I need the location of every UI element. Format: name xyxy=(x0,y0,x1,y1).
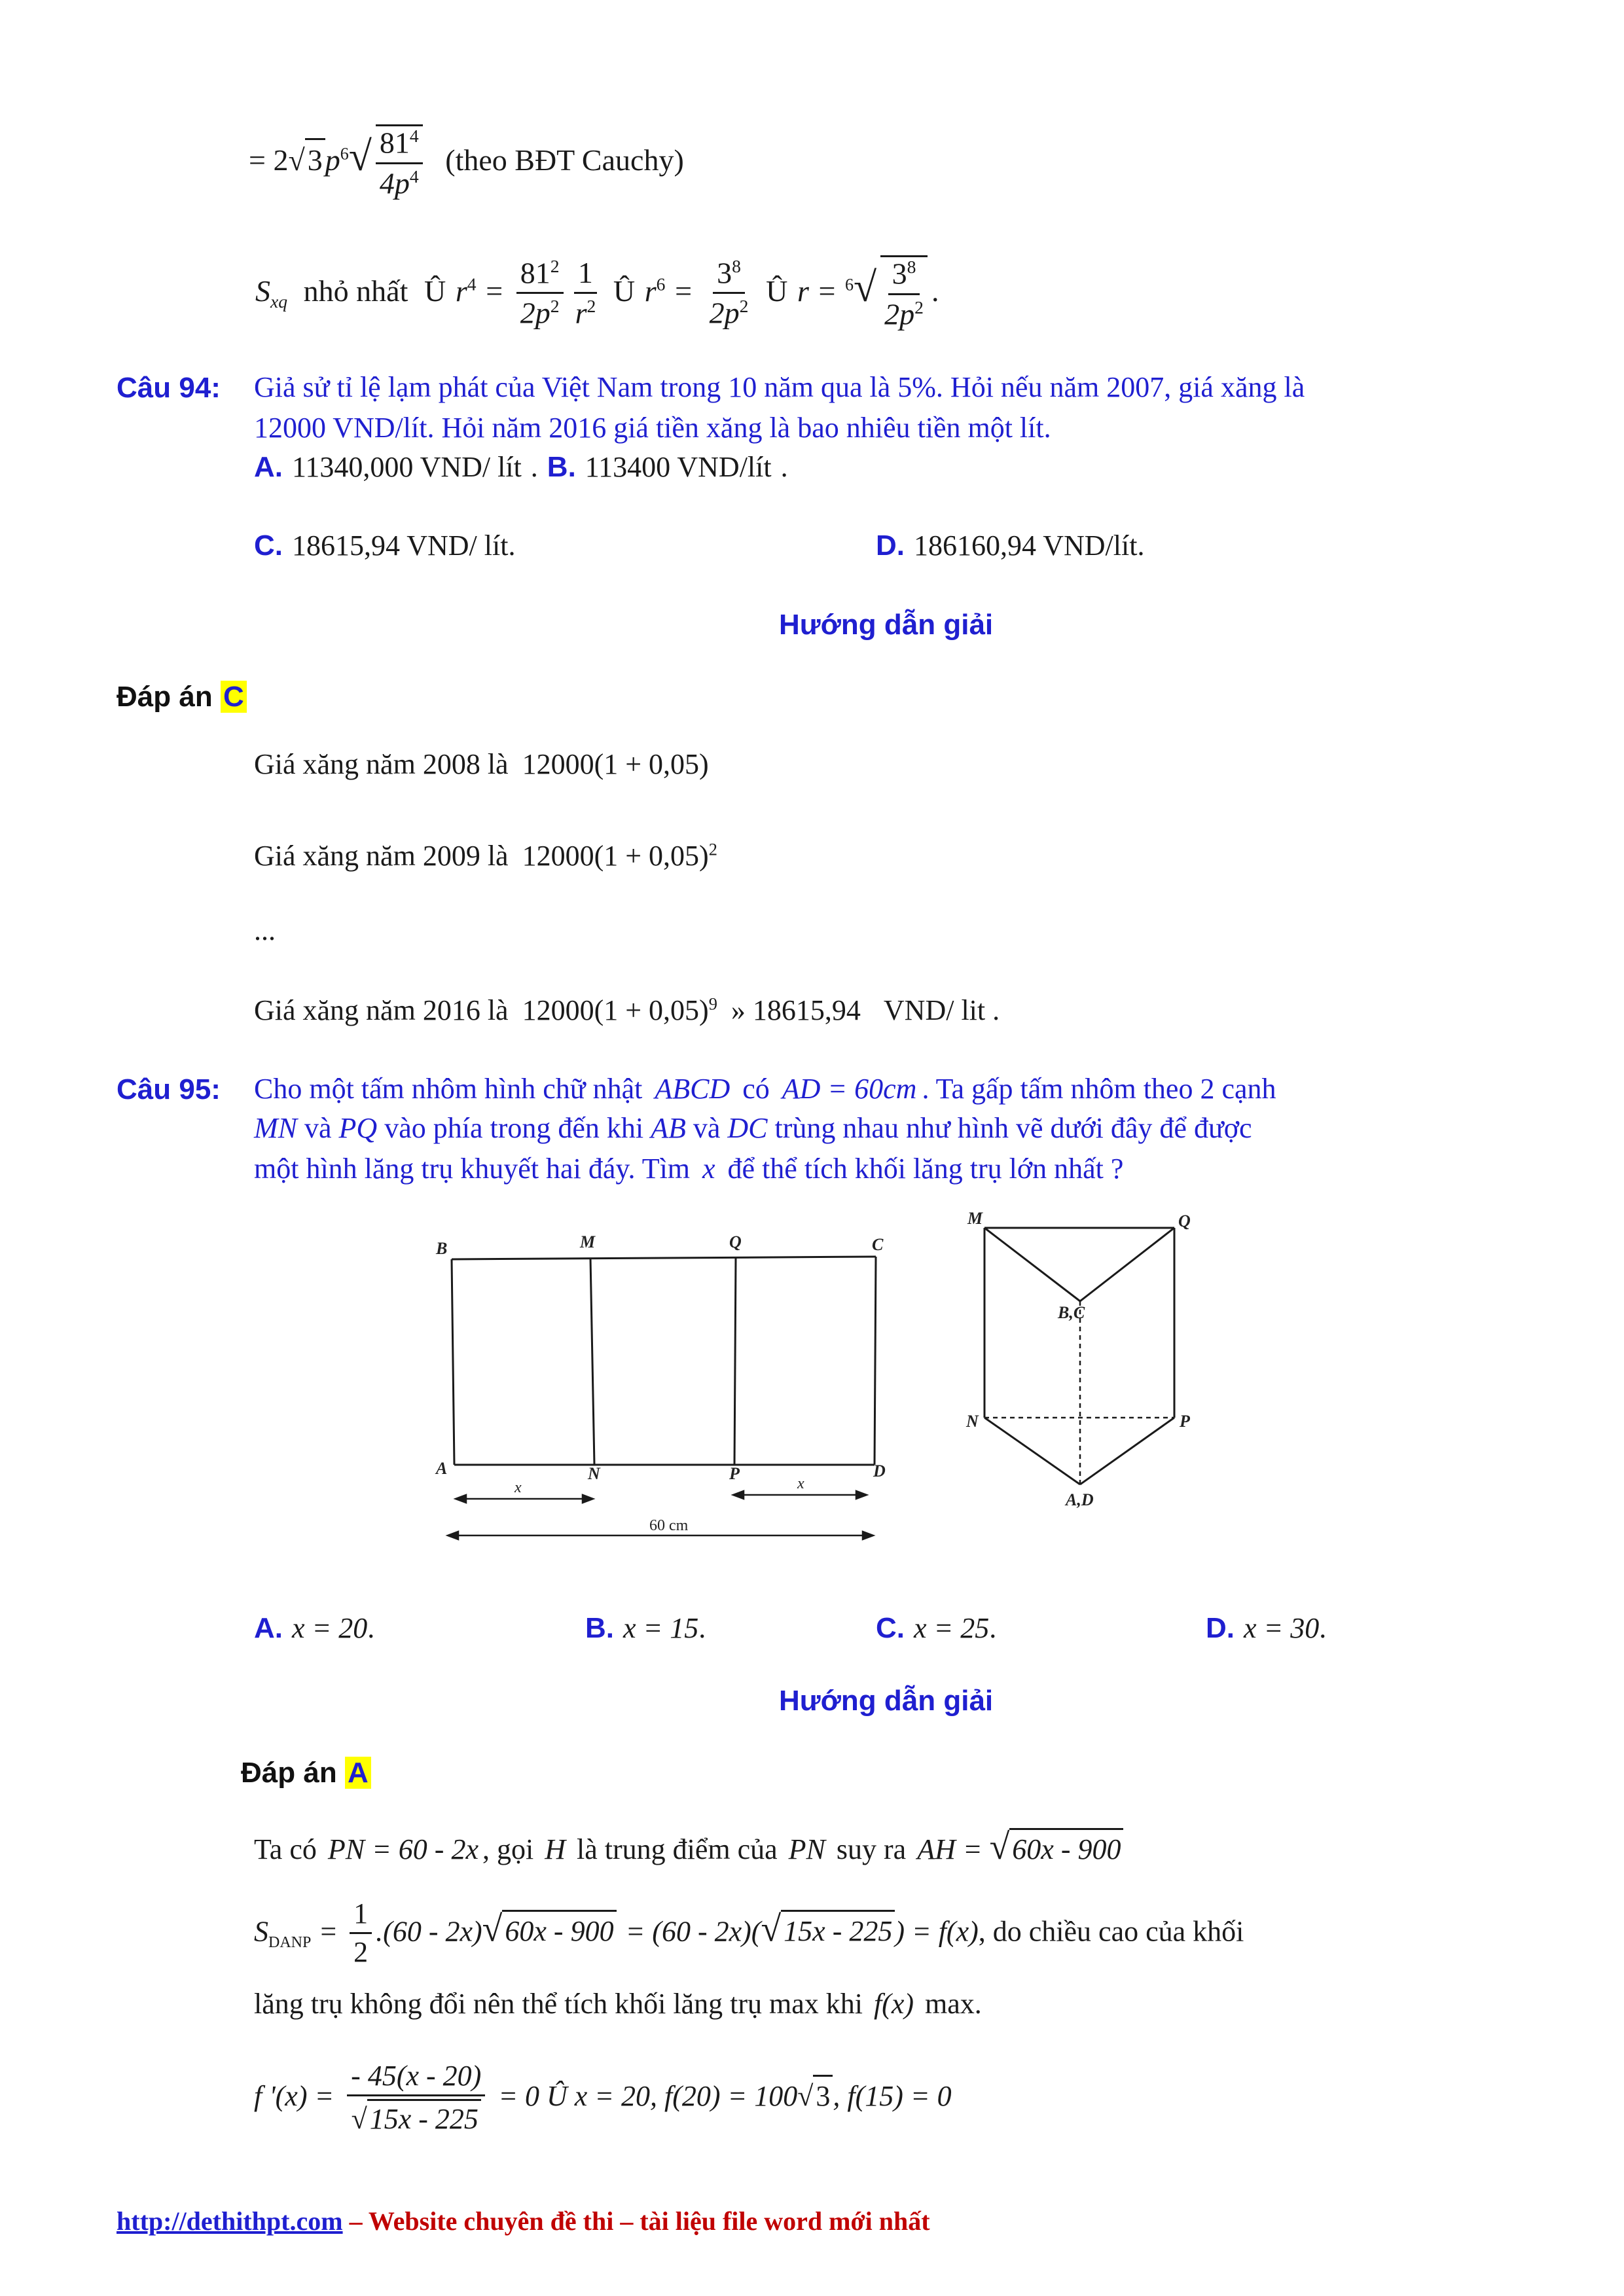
option-b[interactable]: 113400 VND/lít xyxy=(585,451,772,483)
option-a-label: A. xyxy=(254,451,283,483)
label-60cm: 60 cm xyxy=(649,1517,689,1534)
footer-link[interactable]: http://dethithpt.com xyxy=(117,2206,343,2236)
edge-ab xyxy=(452,1259,454,1465)
question-94-line2: 12000 VND/lít. Hỏi năm 2016 giá tiền xăng là bao nhiêu tiền một lít. xyxy=(254,412,1051,444)
question-95-label: Câu 95: xyxy=(117,1073,221,1105)
edge-q-bc xyxy=(1080,1228,1174,1301)
question-94-option-d: D. 186160,94 VND/lít. xyxy=(876,529,1145,562)
solution-94-line1: Giá xăng năm 2008 là 12000(1 + 0,05) xyxy=(254,748,709,780)
cauchy-note: (theo BĐT Cauchy) xyxy=(445,143,684,177)
edge-n-ad xyxy=(984,1418,1080,1484)
answer-95-letter: A xyxy=(345,1757,371,1789)
option-d[interactable]: x = 30 xyxy=(1244,1612,1320,1644)
question-95-option-a: A. x = 20. xyxy=(254,1612,375,1644)
edge-dc xyxy=(875,1257,876,1465)
label-M: M xyxy=(967,1209,983,1228)
label-Q: Q xyxy=(729,1232,742,1251)
fold-mn xyxy=(590,1258,594,1465)
option-b[interactable]: x = 15 xyxy=(623,1612,699,1644)
answer-94-letter: C xyxy=(221,681,247,713)
question-94-option-c: C. 18615,94 VND/ lít. xyxy=(254,529,516,562)
option-b-label: B. xyxy=(547,451,576,483)
edge-m-bc xyxy=(984,1228,1080,1301)
arrowhead xyxy=(448,1532,458,1539)
label-BC: B,C xyxy=(1058,1303,1085,1322)
fold-pq xyxy=(734,1258,736,1465)
solution-94-ellipsis: ... xyxy=(254,914,276,946)
label-N: N xyxy=(966,1412,979,1431)
question-95-option-d: D. x = 30. xyxy=(1206,1612,1327,1644)
label-A: A xyxy=(436,1459,448,1478)
solution-95-line3: lăng trụ không đổi nên thể tích khối lăng trụ max khi f(x) max. xyxy=(254,1988,982,2020)
label-P: P xyxy=(1180,1412,1190,1431)
frac-81-4p: $\frac{81^4}{4p^4}$ xyxy=(376,124,423,200)
solution-95-line4: f '(x) = $\frac{- 45(x - 20)}{√15x - 225}$ = 0 Û x = 20, f(20) = 100√3, f(15) = 0 xyxy=(254,2060,952,2136)
question-95-option-b: B. x = 15. xyxy=(585,1612,706,1644)
question-94-label: Câu 94: xyxy=(117,372,221,404)
question-95-line1: Cho một tấm nhôm hình chữ nhật ABCD có AD = 60cm . Ta gấp tấm nhôm theo 2 cạnh xyxy=(254,1073,1276,1105)
guide-heading-95: Hướng dẫn giải xyxy=(779,1685,994,1717)
question-95-line3: một hình lăng trụ khuyết hai đáy. Tìm x để thể tích khối lăng trụ lớn nhất ? xyxy=(254,1153,1124,1185)
arrowhead xyxy=(863,1532,873,1539)
label-x-right: x xyxy=(797,1475,804,1492)
figure-unfolded-sheet xyxy=(419,1217,903,1558)
arrowhead xyxy=(856,1491,867,1499)
solution-94-line2: Giá xăng năm 2009 là $12000(1 + 0,05)^2$ xyxy=(254,839,717,872)
option-d[interactable]: 186160,94 VND/lít xyxy=(914,529,1138,562)
root-3: 3 xyxy=(305,138,325,177)
option-c[interactable]: x = 25 xyxy=(914,1612,990,1644)
label-P: P xyxy=(729,1464,740,1483)
label-Q: Q xyxy=(1178,1211,1191,1230)
question-94-line1: Giả sử tỉ lệ lạm phát của Việt Nam trong 10 năm qua là 5%. Hỏi nếu năm 2007, giá xăng là xyxy=(254,371,1305,403)
label-B: B xyxy=(436,1239,448,1258)
solution-94-line3: Giá xăng năm 2016 là $12000(1 + 0,05)^9$ » 18615,94 VND/ lit . xyxy=(254,994,1000,1026)
option-c[interactable]: 18615,94 VND/ lít xyxy=(292,529,509,562)
answer-95: Đáp án A xyxy=(241,1757,371,1789)
line-cauchy: = $2√3p^6√$ $\frac{81^4}{4p^4}$ (theo BĐT Cauchy) xyxy=(249,126,684,200)
label-C: C xyxy=(872,1235,884,1254)
label-M: M xyxy=(580,1232,596,1251)
label-AD: A,D xyxy=(1066,1490,1094,1509)
arrowhead xyxy=(733,1491,744,1499)
guide-heading-94: Hướng dẫn giải xyxy=(779,609,994,641)
arrowhead xyxy=(456,1495,466,1503)
answer-94: Đáp án C xyxy=(117,681,247,713)
label-D: D xyxy=(873,1462,886,1480)
expr-prefix: = 2 xyxy=(249,143,289,177)
option-a[interactable]: x = 20 xyxy=(292,1612,368,1644)
figure-folded-prism xyxy=(956,1204,1218,1518)
edge-p-ad xyxy=(1080,1418,1174,1484)
solution-95-line2: $S_{DANP}$ = $\frac{1}{2}$ .(60 - 2x)√60x - 900 = (60 - 2x)(√15x - 225) = f(x), do chiều cao của khối xyxy=(254,1897,1244,1969)
label-N: N xyxy=(588,1464,600,1483)
question-95-option-c: C. x = 25. xyxy=(876,1612,997,1644)
footer-tagline: – Website chuyên đề thi – tài liệu file word mới nhất xyxy=(342,2206,930,2236)
arrowhead xyxy=(583,1495,593,1503)
solution-95-line1: Ta có PN = 60 - 2x , gọi H là trung điểm của PN suy ra AH = √60x - 900 xyxy=(254,1826,1123,1868)
page-footer xyxy=(117,2206,930,2236)
line-sxq-min: $S_{xq}$ nhỏ nhất Û $r^4$ = $\frac{81^2}{2p^2}$ $\frac{1}{r^2}$ Û $r^6$ = $\frac{3^8}{2p^2}$ Û r = $^6$√ $\frac{3^8}{2p^2}$ . xyxy=(255,255,939,331)
option-a[interactable]: 11340,000 VND/ lít xyxy=(292,451,522,483)
question-94-options-ab: A. 11340,000 VND/ lít . B. 113400 VND/lít . xyxy=(254,451,788,483)
question-95-line2: MN và PQ vào phía trong đến khi AB và DC trùng nhau như hình vẽ dưới đây để được xyxy=(254,1112,1252,1144)
label-x-left: x xyxy=(514,1479,522,1496)
edge-bc xyxy=(452,1257,876,1259)
